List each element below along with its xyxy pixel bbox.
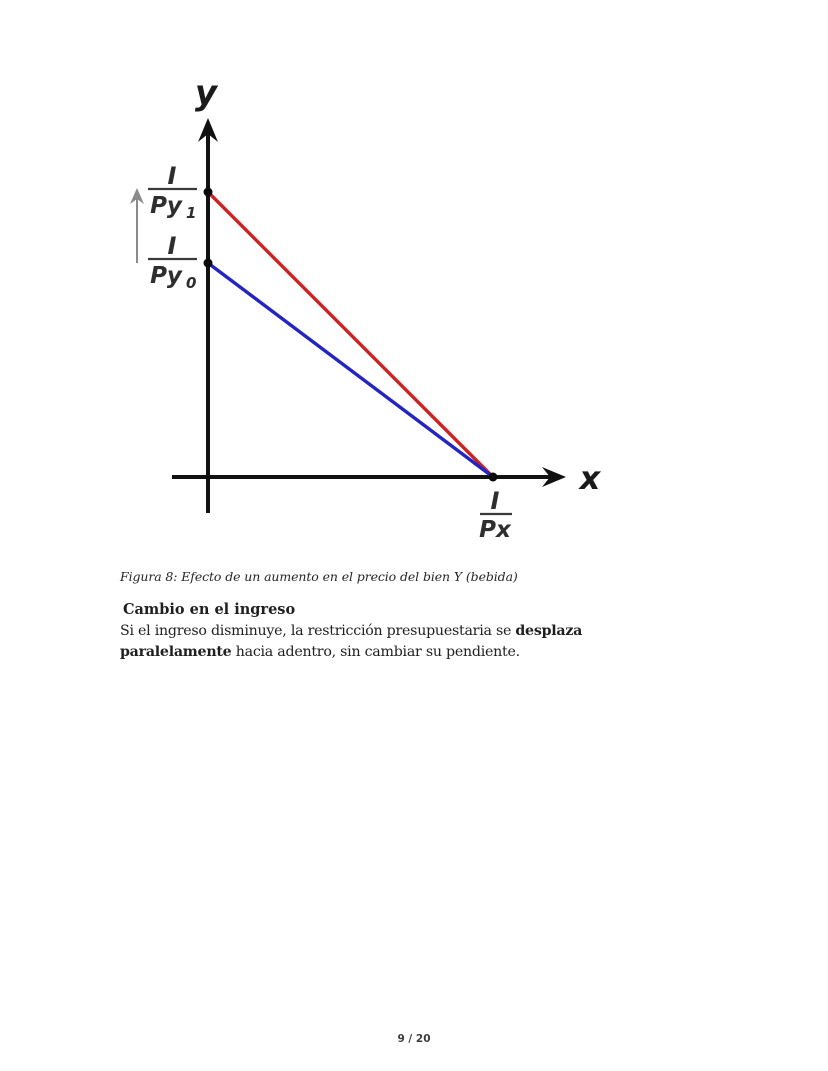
budget-line-old-blue: [208, 263, 493, 477]
intercept-dot-px: [489, 473, 498, 482]
frac-py1-denominator: Py: [150, 193, 182, 219]
y-axis-label: y: [194, 73, 218, 113]
frac-px-denominator: Px: [479, 517, 511, 543]
frac-py1-subscript: 1: [186, 204, 197, 222]
frac-py1-numerator: I: [167, 162, 177, 190]
frac-py0-denominator: Py: [150, 263, 182, 289]
budget-line-new-red: [208, 192, 493, 477]
paragraph-text-start: Si el ingreso disminuye, la restricción presupuestaria se: [120, 623, 516, 639]
page-number: 9 / 20: [397, 1033, 431, 1045]
frac-px-numerator: I: [490, 487, 500, 515]
intercept-dot-py0: [204, 259, 213, 268]
intercept-dot-py1: [204, 188, 213, 197]
section-heading: Cambio en el ingreso: [123, 601, 296, 618]
x-axis-label: x: [579, 459, 601, 497]
frac-py0-numerator: I: [167, 232, 177, 260]
frac-py0-subscript: 0: [186, 274, 197, 292]
body-paragraph: [120, 621, 688, 662]
paragraph-text-bold: desplaza paralelamente: [120, 623, 583, 660]
paragraph-text-end: hacia adentro, sin cambiar su pendiente.: [231, 643, 520, 660]
figure-caption: Figura 8: Efecto de un aumento en el precio del bien Y (bebida): [120, 569, 518, 584]
